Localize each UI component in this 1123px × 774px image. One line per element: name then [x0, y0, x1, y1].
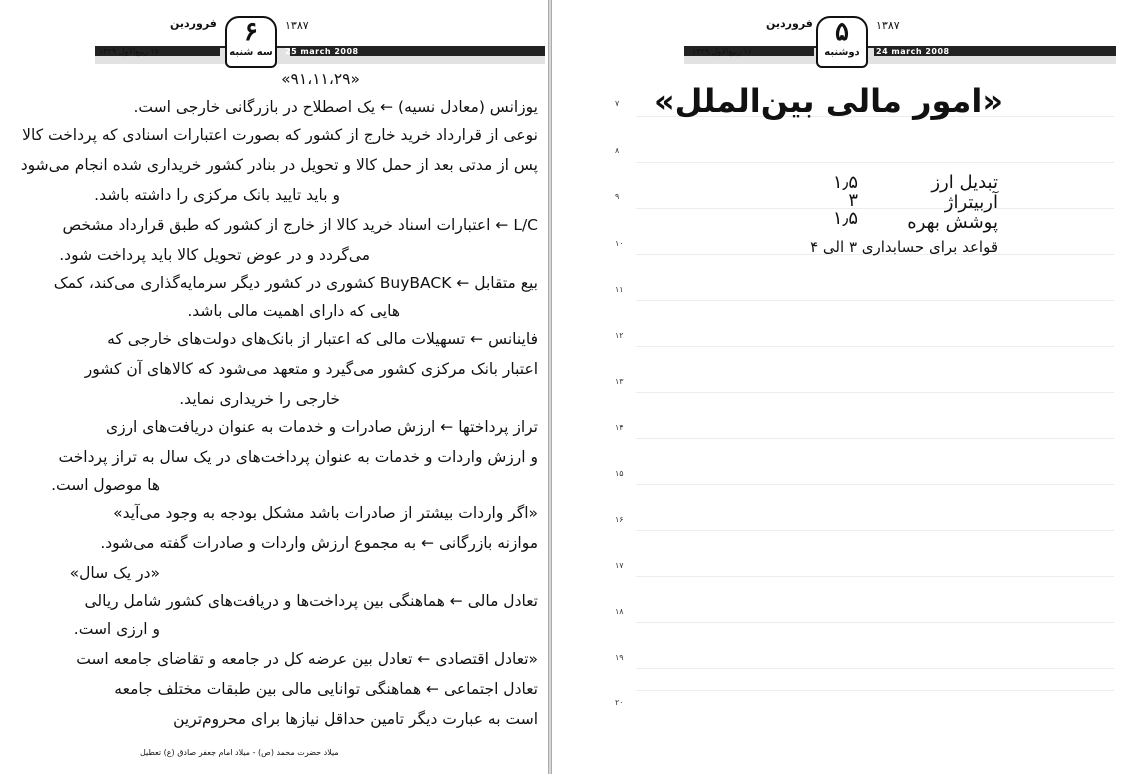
item-accounting-rules	[810, 238, 998, 256]
line-number: ۱۵	[615, 469, 624, 478]
handwritten-line: و ارزی است.	[73, 620, 160, 638]
handwritten-line: اعتبار بانک مرکزی کشور می‌گیرد و متعهد می‌شود که کالاهای آن کشور	[84, 360, 538, 378]
day-number: ۵	[835, 17, 849, 47]
line-number: ۱۰	[615, 239, 624, 248]
handwritten-line: و باید تایید بانک مرکزی را داشته باشد.	[94, 186, 340, 204]
gregorian-date: 25 march 2008	[285, 47, 359, 56]
line-number: ۱۳	[615, 377, 624, 386]
handwritten-line: هایی که دارای اهمیت مالی باشد.	[187, 302, 400, 320]
handwritten-line: پس از مدتی بعد از حمل کالا و تحویل در بنادر کشور خریداری شده انجام می‌شود	[20, 156, 538, 174]
handwritten-line: «تعادل اقتصادی ← تعادل بین عرضه کل در جامعه و تقاضای جامعه است	[76, 650, 538, 668]
item-label: تبدیل ارز	[931, 172, 998, 193]
line-number: ۱۷	[615, 561, 624, 570]
item-value: ۱٫۵	[832, 172, 858, 193]
holiday-footnote: میلاد حضرت محمد (ص) - میلاد امام جعفر صادق (ع) تعطیل	[140, 748, 339, 757]
handwritten-line: تراز پرداختها ← ارزش صادرات و خدمات به عنوان دریافت‌های ارزی	[105, 418, 538, 436]
hijri-date: ۱۷ ربیع‌الاول ۱۴۲۹	[99, 47, 160, 56]
handwritten-line: «اگر واردات بیشتر از صادرات باشد مشکل بودجه به وجود می‌آید»	[113, 504, 538, 522]
line-number: ۸	[615, 146, 620, 155]
handwritten-line: «در یک سال»	[69, 564, 160, 582]
gregorian-date: 24 march 2008	[876, 47, 950, 56]
day-badge	[816, 16, 868, 68]
page-title: «امور مالی بین‌الملل»	[653, 82, 1003, 120]
handwritten-line: «۹۱،۱۱،۲۹»	[281, 70, 360, 88]
item-label: پوشش بهره	[907, 212, 998, 233]
right-diary-page	[552, 0, 1123, 774]
persian-year: ۱۳۸۷	[876, 19, 900, 32]
line-number: ۲۰	[615, 698, 624, 707]
handwritten-line: موازنه بازرگانی ← به مجموع ارزش واردات و صادرات گفته می‌شود.	[100, 534, 538, 552]
weekday: دوشنبه	[824, 47, 860, 58]
item-value: ۳	[848, 190, 858, 211]
handwritten-line: ها موصول است.	[51, 476, 160, 494]
right-page-header	[684, 16, 1116, 68]
left-page-header	[95, 16, 545, 68]
handwritten-line: می‌گردد و در عوض تحویل کالا باید پرداخت شود.	[59, 246, 370, 264]
line-number: ۱۸	[615, 607, 624, 616]
line-number: ۱۲	[615, 331, 624, 340]
day-badge	[225, 16, 277, 68]
hijri-date: ۱۶ ربیع‌الاول ۱۴۲۹	[692, 47, 753, 56]
handwritten-line: L/C ← اعتبارات اسناد خرید کالا از خارج از کشور که طبق قرارداد مشخص	[62, 216, 538, 234]
handwritten-line: و ارزش واردات و خدمات به عنوان پرداخت‌های در یک سال به تراز پرداخت	[58, 448, 538, 466]
left-diary-page	[0, 0, 548, 774]
line-number: ۱۴	[615, 423, 624, 432]
persian-month: فروردین	[766, 17, 813, 30]
line-number: ۷	[615, 99, 620, 108]
line-number: ۱۱	[615, 285, 624, 294]
handwritten-line: است به عبارت دیگر تامین حداقل نیازها برای محروم‌ترین	[173, 710, 538, 728]
handwritten-line: تعادل مالی ← هماهنگی بین پرداخت‌ها و دریافت‌های کشور شامل ریالی	[84, 592, 538, 610]
handwritten-line: خارجی را خریداری نماید.	[179, 390, 340, 408]
handwritten-line: بیع متقابل ← BuyBACK کشوری در کشور دیگر سرمایه‌گذاری می‌کند، کمک	[53, 274, 538, 292]
item-label: آربیتراژ	[944, 192, 998, 213]
item-label: قواعد برای حسابداری ۳ الی ۴	[810, 238, 998, 256]
handwritten-line: تعادل اجتماعی ← هماهنگی توانایی مالی بین طبقات مختلف جامعه	[114, 680, 538, 698]
item-interest-hedging	[832, 208, 998, 233]
weekday: سه شنبه	[229, 47, 273, 58]
item-arbitrage	[848, 190, 998, 213]
persian-month: فروردین	[170, 17, 217, 30]
line-number: ۱۹	[615, 653, 624, 662]
persian-year: ۱۳۸۷	[285, 19, 309, 32]
item-value: ۱٫۵	[832, 208, 858, 229]
handwritten-line: یوزانس (معادل نسیه) ← یک اصطلاح در بازرگانی خارجی است.	[133, 98, 538, 116]
day-number: ۶	[244, 17, 258, 47]
handwritten-line: نوعی از قرارداد خرید خارج از کشور که بصورت اعتبارات اسنادی که پرداخت کالا	[22, 126, 538, 144]
handwritten-line: فاینانس ← تسهیلات مالی که اعتبار از بانک‌های دولت‌های خارجی که	[107, 330, 538, 348]
item-currency-exchange	[832, 172, 998, 193]
line-number: ۱۶	[615, 515, 624, 524]
line-number: ۹	[615, 192, 620, 201]
